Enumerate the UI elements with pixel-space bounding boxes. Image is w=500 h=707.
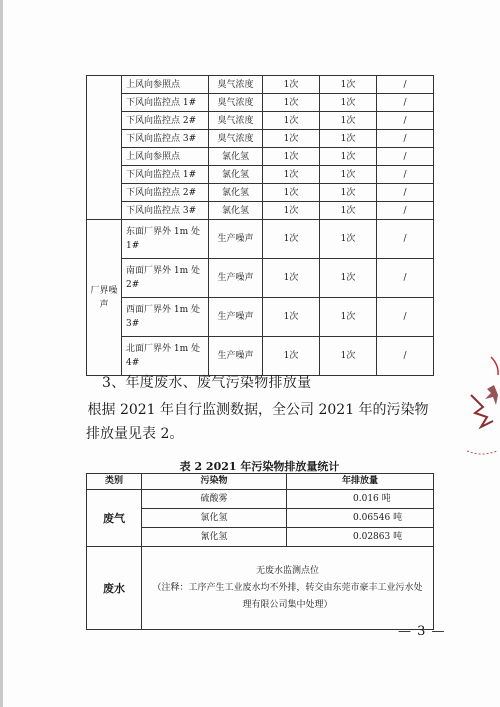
frequency-cell: 1次: [263, 148, 320, 166]
frequency-cell: 1次: [320, 298, 377, 337]
frequency-cell: 1次: [320, 337, 377, 376]
frequency-cell: 1次: [320, 148, 377, 166]
frequency-cell: 1次: [263, 298, 320, 337]
remark-cell: /: [377, 259, 434, 298]
remark-cell: /: [377, 130, 434, 148]
scan-edge: [0, 0, 3, 707]
remark-cell: /: [377, 184, 434, 202]
monitor-item-cell: 生产噪声: [209, 337, 263, 376]
monitor-point-cell: 下风向监控点 2#: [122, 112, 209, 130]
pollutant-cell: 氯化氢: [142, 509, 287, 528]
remark-cell: /: [377, 166, 434, 184]
monitor-point-cell: 北面厂界外 1m 处 4#: [122, 337, 209, 376]
monitor-point-cell: 下风向监控点 1#: [122, 166, 209, 184]
frequency-cell: 1次: [263, 76, 320, 94]
frequency-cell: 1次: [263, 202, 320, 220]
monitor-item-cell: 生产噪声: [209, 298, 263, 337]
amount-cell: 0.02863 吨: [287, 528, 434, 547]
table-row: [87, 94, 434, 112]
frequency-cell: 1次: [263, 184, 320, 202]
frequency-cell: 1次: [263, 112, 320, 130]
water-note: 无废水监测点位 （注释：工序产生工业废水均不外排，转交由东莞市豪丰工业污水处理有限公司集中处理）: [142, 547, 434, 630]
table-row: [87, 112, 434, 130]
monitoring-table: [86, 75, 434, 376]
frequency-cell: 1次: [263, 94, 320, 112]
frequency-cell: 1次: [263, 130, 320, 148]
amount-cell: 0.016 吨: [287, 490, 434, 509]
monitor-item-cell: 氯化氢: [209, 184, 263, 202]
remark-cell: /: [377, 112, 434, 130]
monitor-point-cell: 下风向监控点 2#: [122, 184, 209, 202]
table-row: [87, 337, 434, 376]
monitor-item-cell: 氯化氢: [209, 202, 263, 220]
remark-cell: /: [377, 76, 434, 94]
frequency-cell: 1次: [263, 259, 320, 298]
frequency-cell: 1次: [320, 184, 377, 202]
header-pollutant: 污染物: [142, 474, 287, 490]
frequency-cell: 1次: [263, 337, 320, 376]
table-row: [87, 220, 434, 259]
section-paragraph: 根据 2021 年自行监测数据，全公司 2021 年的污染物排放量见表 2。: [86, 402, 429, 442]
frequency-cell: 1次: [320, 130, 377, 148]
red-seal-stamp: [461, 355, 500, 470]
monitor-point-cell: 南面厂界外 1m 处 2#: [122, 259, 209, 298]
header-amount: 年排放量: [287, 474, 434, 490]
monitor-item-cell: 臭气浓度: [209, 130, 263, 148]
emission-table: [86, 473, 434, 630]
table-row: [87, 490, 434, 509]
monitor-item-cell: 生产噪声: [209, 259, 263, 298]
frequency-cell: 1次: [320, 76, 377, 94]
frequency-cell: 1次: [320, 112, 377, 130]
monitor-point-cell: 下风向监控点 3#: [122, 202, 209, 220]
amount-cell: 0.06546 吨: [287, 509, 434, 528]
monitor-item-cell: 生产噪声: [209, 220, 263, 259]
table-row: [87, 76, 434, 94]
remark-cell: /: [377, 220, 434, 259]
remark-cell: /: [377, 298, 434, 337]
table-row: [87, 130, 434, 148]
table-row: [87, 547, 434, 630]
frequency-cell: 1次: [320, 202, 377, 220]
pollutant-cell: 硫酸雾: [142, 490, 287, 509]
table-row: [87, 259, 434, 298]
table2-caption: 表 2 2021 年污染物排放量统计: [179, 460, 340, 473]
group-cell-noise: 厂界噪 声: [87, 220, 122, 376]
table-row: [87, 184, 434, 202]
remark-cell: /: [377, 202, 434, 220]
monitor-point-cell: 下风向监控点 1#: [122, 94, 209, 112]
monitor-item-cell: 氯化氢: [209, 166, 263, 184]
frequency-cell: 1次: [263, 166, 320, 184]
monitor-point-cell: 上风向参照点: [122, 148, 209, 166]
frequency-cell: 1次: [320, 166, 377, 184]
frequency-cell: 1次: [320, 259, 377, 298]
table-row: [87, 202, 434, 220]
section-heading: 3、年度废水、废气污染物排放量: [102, 375, 312, 391]
frequency-cell: 1次: [320, 220, 377, 259]
page-number: — 3 —: [398, 624, 446, 639]
monitor-point-cell: 下风向监控点 3#: [122, 130, 209, 148]
monitor-item-cell: 臭气浓度: [209, 76, 263, 94]
monitor-item-cell: 臭气浓度: [209, 112, 263, 130]
monitor-point-cell: 西面厂界外 1m 处 3#: [122, 298, 209, 337]
monitor-point-cell: 上风向参照点: [122, 76, 209, 94]
remark-cell: /: [377, 148, 434, 166]
pollutant-cell: 氰化氢: [142, 528, 287, 547]
remark-cell: /: [377, 337, 434, 376]
monitor-item-cell: 臭气浓度: [209, 94, 263, 112]
frequency-cell: 1次: [320, 94, 377, 112]
category-gas: 废气: [87, 490, 142, 547]
remark-cell: /: [377, 94, 434, 112]
monitor-point-cell: 东面厂界外 1m 处 1#: [122, 220, 209, 259]
monitor-item-cell: 氯化氢: [209, 148, 263, 166]
table-row: [87, 166, 434, 184]
table-row: [87, 298, 434, 337]
frequency-cell: 1次: [263, 220, 320, 259]
group-cell-air: [87, 76, 122, 220]
category-water: 废水: [87, 547, 142, 630]
table-row: [87, 148, 434, 166]
header-category: 类别: [87, 474, 142, 490]
